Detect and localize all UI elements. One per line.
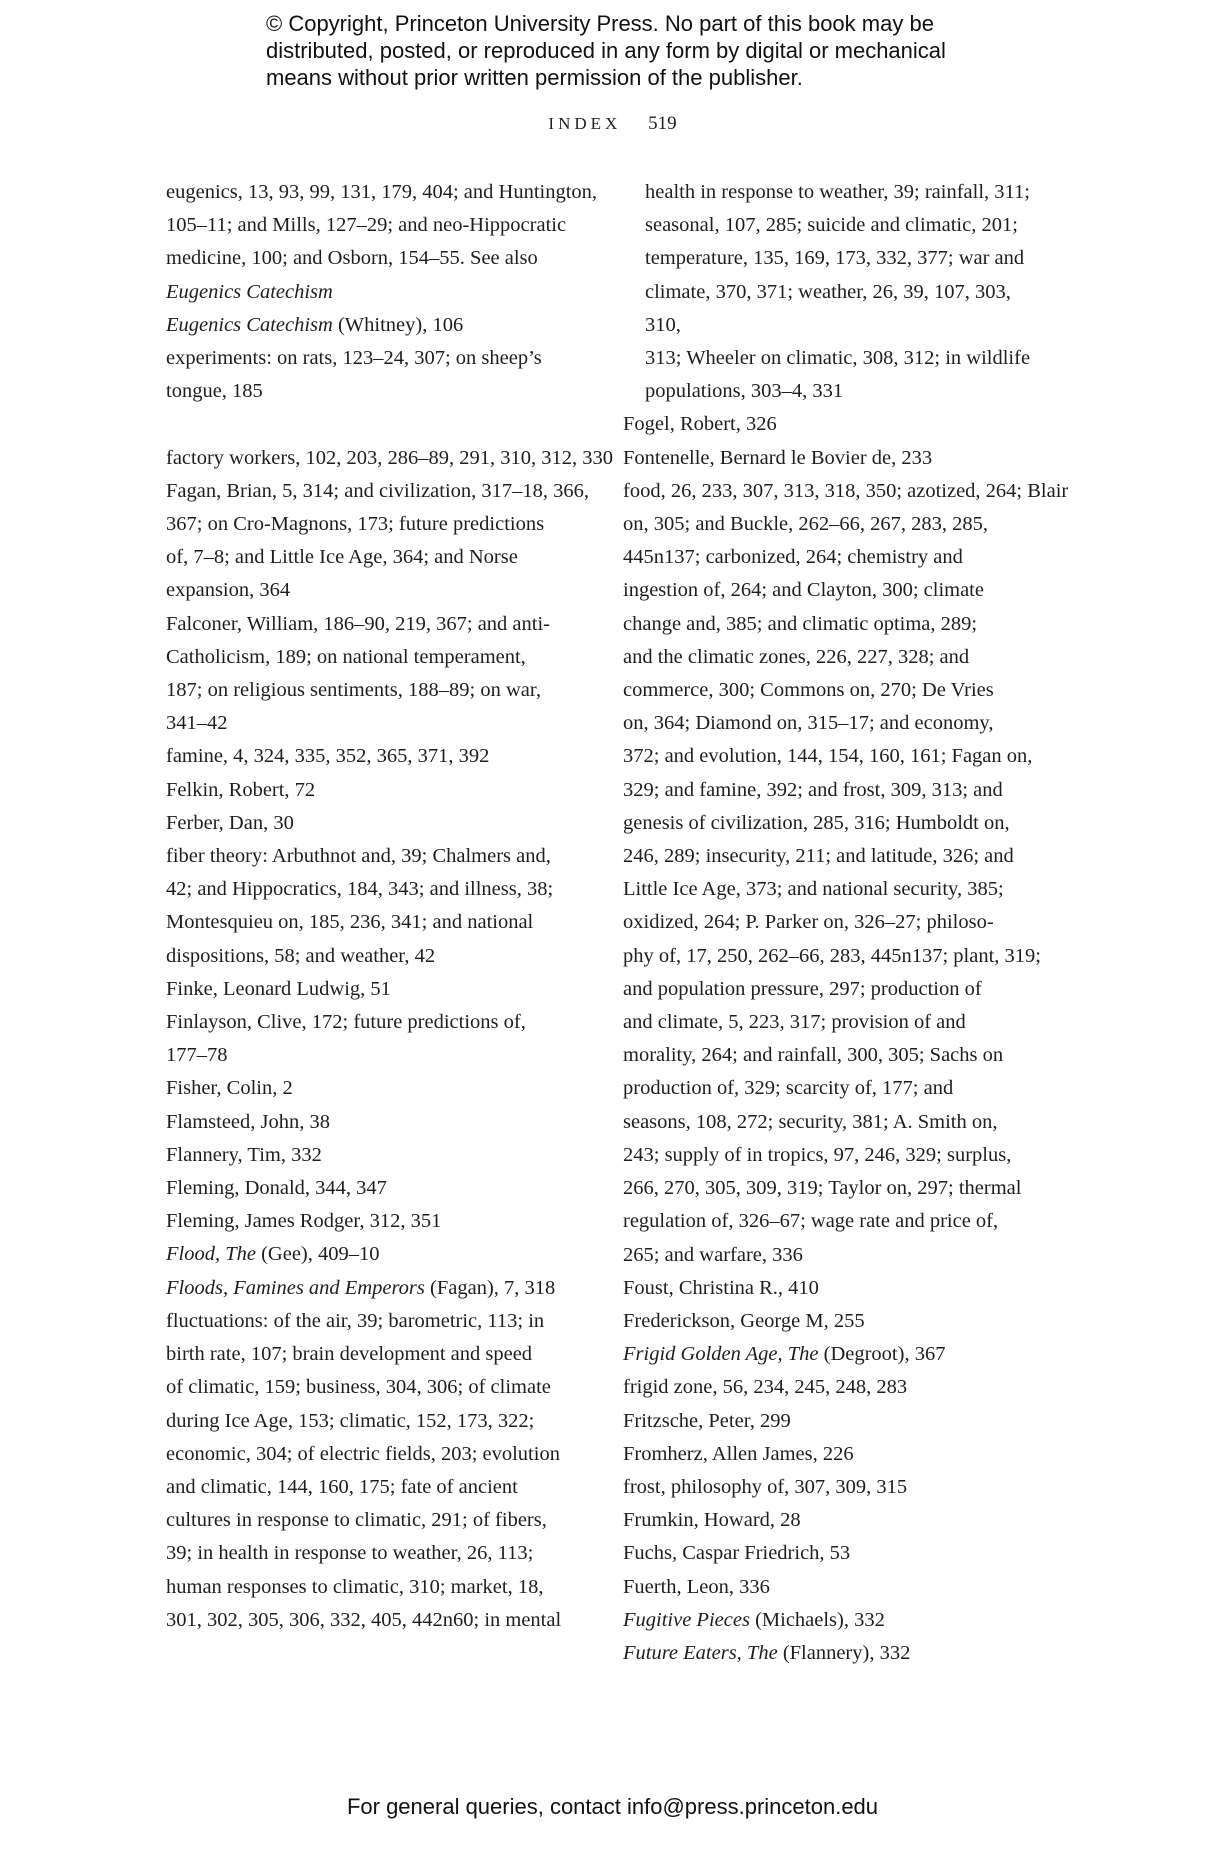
index-entry	[166, 807, 586, 840]
entry-line: 301, 302, 305, 306, 332, 405, 442n60; in mental	[166, 1608, 562, 1631]
entry-line: birth rate, 107; brain development and speed	[166, 1343, 533, 1366]
entry-line: populations, 303–4, 331	[645, 380, 844, 403]
entry-line: Ferber, Dan, 30	[166, 811, 294, 834]
entry-line: climate, 370, 371; weather, 26, 39, 107, 303, 310,	[645, 280, 1011, 336]
entry-line: Little Ice Age, 373; and national security, 385;	[623, 878, 1004, 901]
index-entry	[166, 176, 598, 309]
entry-line: 39; in health in response to weather, 26, 113;	[166, 1542, 534, 1565]
index-entry	[166, 1006, 586, 1072]
entry-line: eugenics, 13, 93, 99, 131, 179, 404; and Huntington,	[166, 181, 598, 203]
index-entry	[166, 1172, 586, 1205]
entry-line: seasons, 108, 272; security, 381; A. Smith on,	[623, 1110, 998, 1133]
entry-line: morality, 264; and rainfall, 300, 305; Sachs on	[623, 1044, 1004, 1067]
entry-line: Fuerth, Leon, 336	[623, 1575, 770, 1598]
index-entry	[166, 608, 586, 741]
entry-line: regulation of, 326–67; wage rate and price of,	[623, 1210, 999, 1233]
entry-ref: (Gee), 409–10	[255, 1243, 380, 1266]
entry-line: 372; and evolution, 144, 154, 160, 161; Fagan on,	[623, 745, 1033, 768]
index-entry	[623, 1305, 1043, 1338]
entry-title: Future Eaters, The	[623, 1641, 778, 1664]
entry-line: Fogel, Robert, 326	[623, 413, 777, 436]
footer-contact: For general queries, contact info@press.princeton.edu	[346, 1794, 879, 1819]
index-entry	[623, 1537, 1043, 1570]
entry-line: production of, 329; scarcity of, 177; and	[623, 1077, 954, 1100]
index-entry	[623, 1405, 1043, 1438]
index-entry	[623, 408, 1043, 441]
entry-line: and the climatic zones, 226, 227, 328; and	[623, 645, 970, 668]
entry-line: Frumkin, Howard, 28	[623, 1509, 801, 1532]
entry-line: during Ice Age, 153; climatic, 152, 173, 322;	[166, 1409, 535, 1432]
entry-line: Montesquieu on, 185, 236, 341; and national	[166, 911, 534, 934]
index-entry	[166, 740, 586, 773]
index-entry	[623, 1438, 1043, 1471]
index-entry	[623, 1571, 1043, 1604]
entry-line	[623, 1338, 1043, 1371]
index-entry	[623, 1272, 1043, 1305]
entry-line: and climate, 5, 223, 317; provision of and	[623, 1011, 966, 1034]
entry-line: food, 26, 233, 307, 313, 318, 350; azotized, 264; Blair	[623, 479, 1069, 502]
index-entry	[166, 1106, 586, 1139]
entry-line: on, 364; Diamond on, 315–17; and economy,	[623, 712, 994, 735]
entry-line: Fisher, Colin, 2	[166, 1077, 293, 1100]
section-gap	[166, 408, 586, 441]
entry-line: dispositions, 58; and weather, 42	[166, 944, 436, 967]
entry-line: cultures in response to climatic, 291; of fibers,	[166, 1509, 547, 1532]
entry-line: and climatic, 144, 160, 175; fate of ancient	[166, 1475, 518, 1498]
entry-title: Flood, The	[166, 1243, 256, 1266]
entry-line	[166, 309, 586, 342]
entry-line: experiments: on rats, 123–24, 307; on sheep’s	[166, 347, 542, 370]
copyright-notice	[266, 10, 1026, 91]
entry-title: Floods, Famines and Emperors	[166, 1276, 425, 1299]
entry-ref: (Michaels), 332	[749, 1608, 885, 1631]
entry-line: 313; Wheeler on climatic, 308, 312; in wildlife	[645, 347, 1031, 370]
entry-line: change and, 385; and climatic optima, 289;	[623, 612, 978, 635]
entry-line: 329; and famine, 392; and frost, 309, 313; and	[623, 778, 1003, 801]
entry-line: 105–11; and Mills, 127–29; and neo-Hippocratic	[166, 214, 567, 237]
copyright-line: distributed, posted, or reproduced in any form by digital or mechanical	[266, 38, 946, 63]
entry-line: Fritzsche, Peter, 299	[623, 1409, 791, 1432]
entry-line: Felkin, Robert, 72	[166, 778, 316, 801]
index-entry	[623, 1604, 1043, 1637]
index-column-left	[166, 176, 613, 1637]
entry-line: of climatic, 159; business, 304, 306; of climate	[166, 1376, 551, 1399]
entry-line: 367; on Cro-Magnons, 173; future predictions	[166, 513, 545, 536]
index-entry	[166, 342, 586, 408]
entry-ref: (Fagan), 7, 318	[424, 1276, 556, 1299]
entry-line: human responses to climatic, 310; market, 18,	[166, 1575, 544, 1598]
entry-line	[166, 1272, 586, 1305]
index-entry	[166, 973, 586, 1006]
entry-line: 265; and warfare, 336	[623, 1243, 803, 1266]
entry-line: 177–78	[166, 1044, 228, 1067]
entry-line: Eugenics Catechism	[166, 280, 333, 303]
entry-line: phy of, 17, 250, 262–66, 283, 445n137; plant, 319;	[623, 944, 1041, 967]
copyright-line: means without prior written permission of the publisher.	[266, 65, 803, 90]
entry-line: 243; supply of in tropics, 97, 246, 329; surplus,	[623, 1143, 1012, 1166]
page-number: 519	[648, 113, 677, 134]
entry-line: Fontenelle, Bernard le Bovier de, 233	[623, 446, 933, 469]
index-entry	[166, 774, 586, 807]
entry-line: frigid zone, 56, 234, 245, 248, 283	[623, 1376, 908, 1399]
entry-line: genesis of civilization, 285, 316; Humboldt on,	[623, 811, 1010, 834]
entry-line: Fleming, James Rodger, 312, 351	[166, 1210, 442, 1233]
entry-ref: (Flannery), 332	[777, 1641, 911, 1664]
entry-line: Catholicism, 189; on national temperament,	[166, 645, 526, 668]
running-head-title: INDEX	[548, 114, 622, 133]
entry-line: 42; and Hippocratics, 184, 343; and illness, 38;	[166, 878, 554, 901]
entry-line: tongue, 185	[166, 380, 263, 403]
entry-line: commerce, 300; Commons on, 270; De Vries	[623, 679, 994, 702]
index-entry	[623, 1504, 1043, 1537]
entry-line: frost, philosophy of, 307, 309, 315	[623, 1475, 908, 1498]
index-entry	[166, 1238, 586, 1271]
entry-line: Fagan, Brian, 5, 314; and civilization, 317–18, 366,	[166, 479, 590, 502]
index-entry	[166, 840, 586, 973]
entry-line: expansion, 364	[166, 579, 291, 602]
index-column-right	[623, 176, 1069, 1670]
index-entry	[166, 1305, 586, 1637]
index-entry	[623, 1338, 1043, 1371]
entry-title: Fugitive Pieces	[623, 1608, 750, 1631]
index-entry	[166, 1272, 586, 1305]
entry-line: Fleming, Donald, 344, 347	[166, 1177, 387, 1200]
entry-ref: (Whitney), 106	[332, 313, 464, 336]
entry-line: factory workers, 102, 203, 286–89, 291, 310, 312, 330	[166, 446, 613, 469]
index-entry	[623, 475, 1069, 1272]
index-entry	[623, 1471, 1043, 1504]
entry-line: temperature, 135, 169, 173, 332, 377; war and	[645, 247, 1025, 270]
entry-line: Falconer, William, 186–90, 219, 367; and anti-	[166, 612, 550, 635]
entry-line: 266, 270, 305, 309, 319; Taylor on, 297; thermal	[623, 1177, 1022, 1200]
entry-line: Frederickson, George M, 255	[623, 1309, 865, 1332]
entry-line	[623, 1604, 1043, 1637]
entry-line: 341–42	[166, 712, 228, 735]
entry-line: economic, 304; of electric fields, 203; evolution	[166, 1442, 560, 1465]
continued-entry	[623, 176, 1043, 408]
copyright-line: © Copyright, Princeton University Press. No part of this book may be	[266, 11, 934, 36]
entry-line: on, 305; and Buckle, 262–66, 267, 283, 285,	[623, 513, 988, 536]
entry-line: health in response to weather, 39; rainfall, 311;	[645, 181, 1030, 203]
entry-ref: (Degroot), 367	[818, 1343, 946, 1366]
entry-line: medicine, 100; and Osborn, 154–55. See also	[166, 247, 538, 270]
entry-line: Finlayson, Clive, 172; future predictions of,	[166, 1011, 526, 1034]
index-entry	[623, 1371, 1043, 1404]
entry-line: seasonal, 107, 285; suicide and climatic, 201;	[645, 214, 1018, 237]
running-head	[0, 113, 1225, 135]
entry-line: fluctuations: of the air, 39; barometric, 113; in	[166, 1309, 545, 1332]
entry-line: Fromherz, Allen James, 226	[623, 1442, 854, 1465]
entry-line: fiber theory: Arbuthnot and, 39; Chalmers and,	[166, 845, 551, 868]
entry-title: Frigid Golden Age, The	[623, 1343, 819, 1366]
index-entry	[166, 442, 613, 475]
entry-line: 246, 289; insecurity, 211; and latitude, 326; and	[623, 845, 1014, 868]
entry-title: Eugenics Catechism	[166, 313, 333, 336]
index-entry	[623, 442, 1043, 475]
entry-line: oxidized, 264; P. Parker on, 326–27; philoso-	[623, 911, 994, 934]
index-entry	[166, 1205, 586, 1238]
index-entry	[623, 1637, 1043, 1670]
index-entry	[166, 475, 590, 608]
entry-line: Flannery, Tim, 332	[166, 1143, 322, 1166]
index-entry	[166, 309, 586, 342]
entry-line: Flamsteed, John, 38	[166, 1110, 330, 1133]
entry-line: 445n137; carbonized, 264; chemistry and	[623, 546, 963, 569]
entry-line	[623, 1637, 1043, 1670]
index-entry	[166, 1072, 586, 1105]
index-entry	[166, 1139, 586, 1172]
entry-line	[166, 1238, 586, 1271]
entry-line: of, 7–8; and Little Ice Age, 364; and Norse	[166, 546, 518, 569]
entry-line: Foust, Christina R., 410	[623, 1276, 819, 1299]
entry-line: famine, 4, 324, 335, 352, 365, 371, 392	[166, 745, 490, 768]
entry-line: and population pressure, 297; production of	[623, 977, 982, 1000]
entry-line: 187; on religious sentiments, 188–89; on war,	[166, 679, 541, 702]
entry-line: ingestion of, 264; and Clayton, 300; climate	[623, 579, 984, 602]
entry-line: Finke, Leonard Ludwig, 51	[166, 977, 391, 1000]
entry-line: Fuchs, Caspar Friedrich, 53	[623, 1542, 851, 1565]
